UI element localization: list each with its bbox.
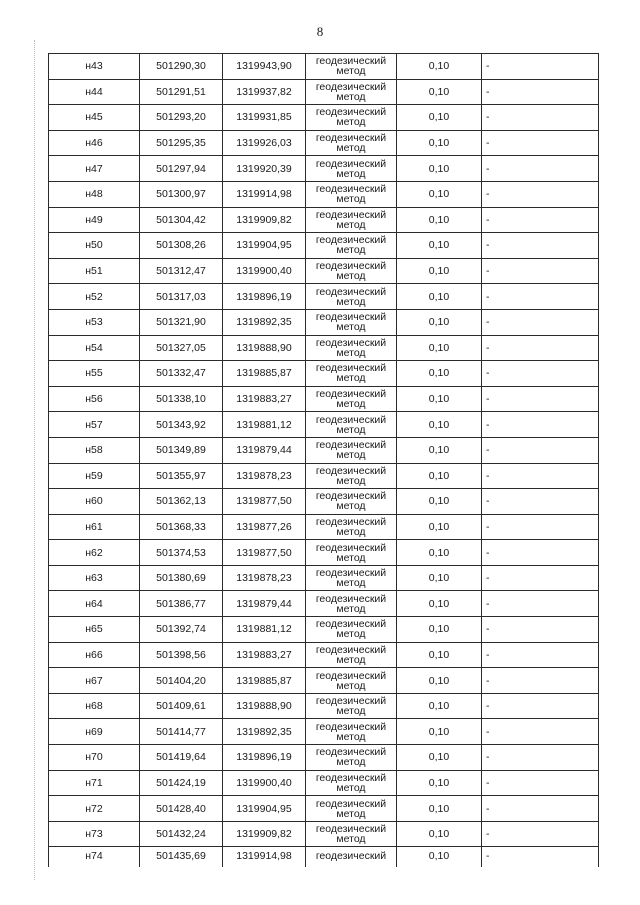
point-name-cell: н66 — [49, 642, 140, 668]
note-cell: - — [482, 489, 599, 515]
table-row — [49, 770, 599, 796]
method-line-1: геодезический — [315, 336, 387, 349]
x-coordinate-cell: 501392,74 — [140, 617, 223, 643]
method-line-2: метод — [336, 244, 366, 257]
accuracy-cell: 0,10 — [397, 617, 482, 643]
y-coordinate-cell: 1319914,98 — [223, 181, 306, 207]
accuracy-cell: 0,10 — [397, 847, 482, 868]
point-name-cell: н62 — [49, 540, 140, 566]
method-line-1: геодезический — [315, 567, 387, 580]
method-line-1: геодезический — [315, 234, 387, 247]
x-coordinate-cell: 501368,33 — [140, 514, 223, 540]
method-cell — [306, 361, 397, 387]
y-coordinate-cell: 1319926,03 — [223, 130, 306, 156]
method-line-1: геодезический — [315, 771, 387, 784]
coordinates-table-body — [49, 54, 599, 868]
method-line-1: геодезический — [315, 618, 387, 631]
x-coordinate-cell: 501355,97 — [140, 463, 223, 489]
accuracy-cell: 0,10 — [397, 693, 482, 719]
y-coordinate-cell: 1319892,35 — [223, 719, 306, 745]
method-line-1: геодезический — [315, 643, 387, 656]
note-cell: - — [482, 386, 599, 412]
method-cell — [306, 847, 397, 868]
note-cell: - — [482, 821, 599, 847]
point-name-cell: н58 — [49, 437, 140, 463]
y-coordinate-cell: 1319909,82 — [223, 821, 306, 847]
table-row — [49, 181, 599, 207]
note-cell: - — [482, 412, 599, 438]
note-cell: - — [482, 54, 599, 80]
point-name-cell: н46 — [49, 130, 140, 156]
y-coordinate-cell: 1319931,85 — [223, 105, 306, 131]
method-line-2: метод — [336, 577, 366, 590]
table-row — [49, 463, 599, 489]
method-line-1: геодезический — [315, 669, 387, 682]
table-row — [49, 335, 599, 361]
table-row — [49, 130, 599, 156]
table-row — [49, 514, 599, 540]
method-line-1: геодезический — [315, 388, 387, 401]
table-row — [49, 79, 599, 105]
note-cell: - — [482, 617, 599, 643]
table-row — [49, 565, 599, 591]
x-coordinate-cell: 501338,10 — [140, 386, 223, 412]
method-line-2: метод — [336, 449, 366, 462]
table-row — [49, 821, 599, 847]
method-line-1: геодезический — [315, 311, 387, 324]
method-line-1: геодезический — [315, 260, 387, 273]
note-cell: - — [482, 156, 599, 182]
point-name-cell: н51 — [49, 258, 140, 284]
point-name-cell: н55 — [49, 361, 140, 387]
accuracy-cell: 0,10 — [397, 258, 482, 284]
table-row — [49, 591, 599, 617]
point-name-cell: н50 — [49, 233, 140, 259]
y-coordinate-cell: 1319900,40 — [223, 770, 306, 796]
accuracy-cell: 0,10 — [397, 130, 482, 156]
point-name-cell: н60 — [49, 489, 140, 515]
method-line-2: метод — [336, 679, 366, 692]
x-coordinate-cell: 501349,89 — [140, 437, 223, 463]
method-line-1: геодезический — [315, 823, 387, 836]
note-cell: - — [482, 181, 599, 207]
x-coordinate-cell: 501332,47 — [140, 361, 223, 387]
note-cell: - — [482, 540, 599, 566]
table-row — [49, 233, 599, 259]
x-coordinate-cell: 501308,26 — [140, 233, 223, 259]
table-row — [49, 693, 599, 719]
method-cell — [306, 540, 397, 566]
accuracy-cell: 0,10 — [397, 233, 482, 259]
method-line-2: метод — [336, 756, 366, 769]
method-cell — [306, 233, 397, 259]
method-line-2: метод — [336, 500, 366, 513]
accuracy-cell: 0,10 — [397, 437, 482, 463]
method-line-1: геодезический — [315, 208, 387, 221]
x-coordinate-cell: 501409,61 — [140, 693, 223, 719]
method-line-2: метод — [336, 423, 366, 436]
method-cell — [306, 79, 397, 105]
method-cell — [306, 796, 397, 822]
x-coordinate-cell: 501327,05 — [140, 335, 223, 361]
y-coordinate-cell: 1319877,50 — [223, 540, 306, 566]
method-line-2: метод — [336, 833, 366, 846]
note-cell: - — [482, 745, 599, 771]
method-line-2: метод — [336, 372, 366, 385]
method-line-2: метод — [336, 193, 366, 206]
accuracy-cell: 0,10 — [397, 105, 482, 131]
method-cell — [306, 719, 397, 745]
note-cell: - — [482, 207, 599, 233]
method-cell — [306, 617, 397, 643]
y-coordinate-cell: 1319943,90 — [223, 54, 306, 80]
note-cell: - — [482, 463, 599, 489]
table-row — [49, 437, 599, 463]
method-cell — [306, 207, 397, 233]
accuracy-cell: 0,10 — [397, 745, 482, 771]
method-cell — [306, 437, 397, 463]
method-line-2: метод — [336, 65, 366, 78]
accuracy-cell: 0,10 — [397, 309, 482, 335]
table-row — [49, 719, 599, 745]
accuracy-cell: 0,10 — [397, 54, 482, 80]
note-cell: - — [482, 284, 599, 310]
note-cell: - — [482, 591, 599, 617]
method-line-1: геодезический — [315, 55, 387, 68]
method-cell — [306, 181, 397, 207]
method-cell — [306, 668, 397, 694]
accuracy-cell: 0,10 — [397, 591, 482, 617]
method-cell — [306, 105, 397, 131]
method-cell — [306, 156, 397, 182]
note-cell: - — [482, 130, 599, 156]
method-line-1: геодезический — [315, 592, 387, 605]
y-coordinate-cell: 1319883,27 — [223, 642, 306, 668]
method-line-2: метод — [336, 551, 366, 564]
accuracy-cell: 0,10 — [397, 642, 482, 668]
method-line-2: метод — [336, 218, 366, 231]
accuracy-cell: 0,10 — [397, 540, 482, 566]
table-row — [49, 207, 599, 233]
y-coordinate-cell: 1319879,44 — [223, 591, 306, 617]
method-cell — [306, 335, 397, 361]
note-cell: - — [482, 719, 599, 745]
coordinates-table — [48, 53, 599, 867]
y-coordinate-cell: 1319877,50 — [223, 489, 306, 515]
point-name-cell: н45 — [49, 105, 140, 131]
accuracy-cell: 0,10 — [397, 386, 482, 412]
point-name-cell: н49 — [49, 207, 140, 233]
method-line-1: геодезический — [315, 285, 387, 298]
point-name-cell: н74 — [49, 847, 140, 868]
method-cell — [306, 489, 397, 515]
accuracy-cell: 0,10 — [397, 489, 482, 515]
y-coordinate-cell: 1319892,35 — [223, 309, 306, 335]
y-coordinate-cell: 1319885,87 — [223, 668, 306, 694]
point-name-cell: н57 — [49, 412, 140, 438]
method-line-2: метод — [336, 781, 366, 794]
method-cell — [306, 258, 397, 284]
method-cell — [306, 412, 397, 438]
accuracy-cell: 0,10 — [397, 719, 482, 745]
x-coordinate-cell: 501432,24 — [140, 821, 223, 847]
method-line-2: метод — [336, 90, 366, 103]
method-line-1: геодезический — [315, 439, 387, 452]
table-row — [49, 745, 599, 771]
point-name-cell: н43 — [49, 54, 140, 80]
accuracy-cell: 0,10 — [397, 796, 482, 822]
method-cell — [306, 821, 397, 847]
point-name-cell: н56 — [49, 386, 140, 412]
method-line-1: геодезический — [315, 695, 387, 708]
method-cell — [306, 770, 397, 796]
method-cell — [306, 463, 397, 489]
note-cell: - — [482, 796, 599, 822]
y-coordinate-cell: 1319914,98 — [223, 847, 306, 868]
point-name-cell: н67 — [49, 668, 140, 694]
point-name-cell: н52 — [49, 284, 140, 310]
point-name-cell: н44 — [49, 79, 140, 105]
point-name-cell: н47 — [49, 156, 140, 182]
note-cell: - — [482, 105, 599, 131]
method-cell — [306, 309, 397, 335]
method-line-1: геодезический — [315, 541, 387, 554]
x-coordinate-cell: 501414,77 — [140, 719, 223, 745]
method-cell — [306, 514, 397, 540]
method-line-2: метод — [336, 628, 366, 641]
note-cell: - — [482, 514, 599, 540]
method-line-2: метод — [336, 321, 366, 334]
method-cell — [306, 642, 397, 668]
x-coordinate-cell: 501398,56 — [140, 642, 223, 668]
accuracy-cell: 0,10 — [397, 335, 482, 361]
y-coordinate-cell: 1319909,82 — [223, 207, 306, 233]
accuracy-cell: 0,10 — [397, 821, 482, 847]
accuracy-cell: 0,10 — [397, 463, 482, 489]
accuracy-cell: 0,10 — [397, 565, 482, 591]
accuracy-cell: 0,10 — [397, 514, 482, 540]
method-line-2: метод — [336, 167, 366, 180]
note-cell: - — [482, 770, 599, 796]
y-coordinate-cell: 1319879,44 — [223, 437, 306, 463]
note-cell: - — [482, 693, 599, 719]
table-row — [49, 489, 599, 515]
note-cell: - — [482, 668, 599, 694]
x-coordinate-cell: 501290,30 — [140, 54, 223, 80]
x-coordinate-cell: 501380,69 — [140, 565, 223, 591]
table-row — [49, 258, 599, 284]
table-row — [49, 847, 599, 868]
method-line-2: метод — [336, 270, 366, 283]
method-line-2: метод — [336, 730, 366, 743]
x-coordinate-cell: 501435,69 — [140, 847, 223, 868]
point-name-cell: н61 — [49, 514, 140, 540]
note-cell: - — [482, 361, 599, 387]
method-cell — [306, 565, 397, 591]
method-cell — [306, 745, 397, 771]
method-line-1: геодезический — [315, 106, 387, 119]
point-name-cell: н69 — [49, 719, 140, 745]
accuracy-cell: 0,10 — [397, 156, 482, 182]
method-line-2: метод — [336, 116, 366, 129]
method-line-2: метод — [336, 474, 366, 487]
method-line-1: геодезический — [315, 132, 387, 145]
y-coordinate-cell: 1319885,87 — [223, 361, 306, 387]
y-coordinate-cell: 1319881,12 — [223, 617, 306, 643]
method-line-1: геодезический — [315, 850, 387, 863]
accuracy-cell: 0,10 — [397, 770, 482, 796]
note-cell: - — [482, 642, 599, 668]
method-line-2: метод — [336, 807, 366, 820]
x-coordinate-cell: 501317,03 — [140, 284, 223, 310]
note-cell: - — [482, 565, 599, 591]
method-line-2: метод — [336, 705, 366, 718]
note-cell: - — [482, 335, 599, 361]
table-row — [49, 668, 599, 694]
method-line-2: метод — [336, 602, 366, 615]
point-name-cell: н63 — [49, 565, 140, 591]
method-line-2: метод — [336, 346, 366, 359]
table-row — [49, 642, 599, 668]
table-row — [49, 105, 599, 131]
table-row — [49, 386, 599, 412]
point-name-cell: н59 — [49, 463, 140, 489]
x-coordinate-cell: 501386,77 — [140, 591, 223, 617]
method-cell — [306, 693, 397, 719]
x-coordinate-cell: 501374,53 — [140, 540, 223, 566]
y-coordinate-cell: 1319881,12 — [223, 412, 306, 438]
x-coordinate-cell: 501312,47 — [140, 258, 223, 284]
accuracy-cell: 0,10 — [397, 361, 482, 387]
method-line-1: геодезический — [315, 490, 387, 503]
x-coordinate-cell: 501419,64 — [140, 745, 223, 771]
table-row — [49, 284, 599, 310]
method-line-1: геодезический — [315, 362, 387, 375]
method-cell — [306, 284, 397, 310]
table-row — [49, 156, 599, 182]
table-row — [49, 361, 599, 387]
x-coordinate-cell: 501297,94 — [140, 156, 223, 182]
y-coordinate-cell: 1319883,27 — [223, 386, 306, 412]
y-coordinate-cell: 1319920,39 — [223, 156, 306, 182]
point-name-cell: н65 — [49, 617, 140, 643]
method-line-2: метод — [336, 653, 366, 666]
x-coordinate-cell: 501424,19 — [140, 770, 223, 796]
method-line-1: геодезический — [315, 746, 387, 759]
x-coordinate-cell: 501291,51 — [140, 79, 223, 105]
table-row — [49, 617, 599, 643]
scan-edge-mark — [34, 40, 36, 880]
point-name-cell: н72 — [49, 796, 140, 822]
method-line-2: метод — [336, 295, 366, 308]
note-cell: - — [482, 437, 599, 463]
x-coordinate-cell: 501300,97 — [140, 181, 223, 207]
accuracy-cell: 0,10 — [397, 412, 482, 438]
y-coordinate-cell: 1319896,19 — [223, 745, 306, 771]
note-cell: - — [482, 847, 599, 868]
y-coordinate-cell: 1319896,19 — [223, 284, 306, 310]
y-coordinate-cell: 1319904,95 — [223, 796, 306, 822]
note-cell: - — [482, 258, 599, 284]
table-row — [49, 412, 599, 438]
x-coordinate-cell: 501321,90 — [140, 309, 223, 335]
accuracy-cell: 0,10 — [397, 668, 482, 694]
point-name-cell: н48 — [49, 181, 140, 207]
point-name-cell: н68 — [49, 693, 140, 719]
y-coordinate-cell: 1319878,23 — [223, 463, 306, 489]
point-name-cell: н64 — [49, 591, 140, 617]
x-coordinate-cell: 501304,42 — [140, 207, 223, 233]
note-cell: - — [482, 309, 599, 335]
page-number: 8 — [316, 24, 324, 39]
method-cell — [306, 386, 397, 412]
method-cell — [306, 130, 397, 156]
y-coordinate-cell: 1319937,82 — [223, 79, 306, 105]
point-name-cell: н54 — [49, 335, 140, 361]
method-line-1: геодезический — [315, 797, 387, 810]
table-row — [49, 540, 599, 566]
method-line-2: метод — [336, 398, 366, 411]
y-coordinate-cell: 1319904,95 — [223, 233, 306, 259]
y-coordinate-cell: 1319878,23 — [223, 565, 306, 591]
point-name-cell: н71 — [49, 770, 140, 796]
point-name-cell: н53 — [49, 309, 140, 335]
method-line-1: геодезический — [315, 183, 387, 196]
x-coordinate-cell: 501362,13 — [140, 489, 223, 515]
method-line-1: геодезический — [315, 464, 387, 477]
table-row — [49, 54, 599, 80]
method-line-2: метод — [336, 142, 366, 155]
x-coordinate-cell: 501293,20 — [140, 105, 223, 131]
method-line-1: геодезический — [315, 80, 387, 93]
method-line-1: геодезический — [315, 413, 387, 426]
method-cell — [306, 54, 397, 80]
accuracy-cell: 0,10 — [397, 207, 482, 233]
point-name-cell: н70 — [49, 745, 140, 771]
accuracy-cell: 0,10 — [397, 79, 482, 105]
y-coordinate-cell: 1319900,40 — [223, 258, 306, 284]
table-row — [49, 309, 599, 335]
table-row — [49, 796, 599, 822]
point-name-cell: н73 — [49, 821, 140, 847]
method-cell — [306, 591, 397, 617]
y-coordinate-cell: 1319877,26 — [223, 514, 306, 540]
y-coordinate-cell: 1319888,90 — [223, 335, 306, 361]
note-cell: - — [482, 233, 599, 259]
note-cell: - — [482, 79, 599, 105]
accuracy-cell: 0,10 — [397, 284, 482, 310]
x-coordinate-cell: 501343,92 — [140, 412, 223, 438]
method-line-1: геодезический — [315, 157, 387, 170]
method-line-1: геодезический — [315, 720, 387, 733]
x-coordinate-cell: 501404,20 — [140, 668, 223, 694]
y-coordinate-cell: 1319888,90 — [223, 693, 306, 719]
x-coordinate-cell: 501295,35 — [140, 130, 223, 156]
x-coordinate-cell: 501428,40 — [140, 796, 223, 822]
method-line-1: геодезический — [315, 515, 387, 528]
accuracy-cell: 0,10 — [397, 181, 482, 207]
method-line-2: метод — [336, 525, 366, 538]
